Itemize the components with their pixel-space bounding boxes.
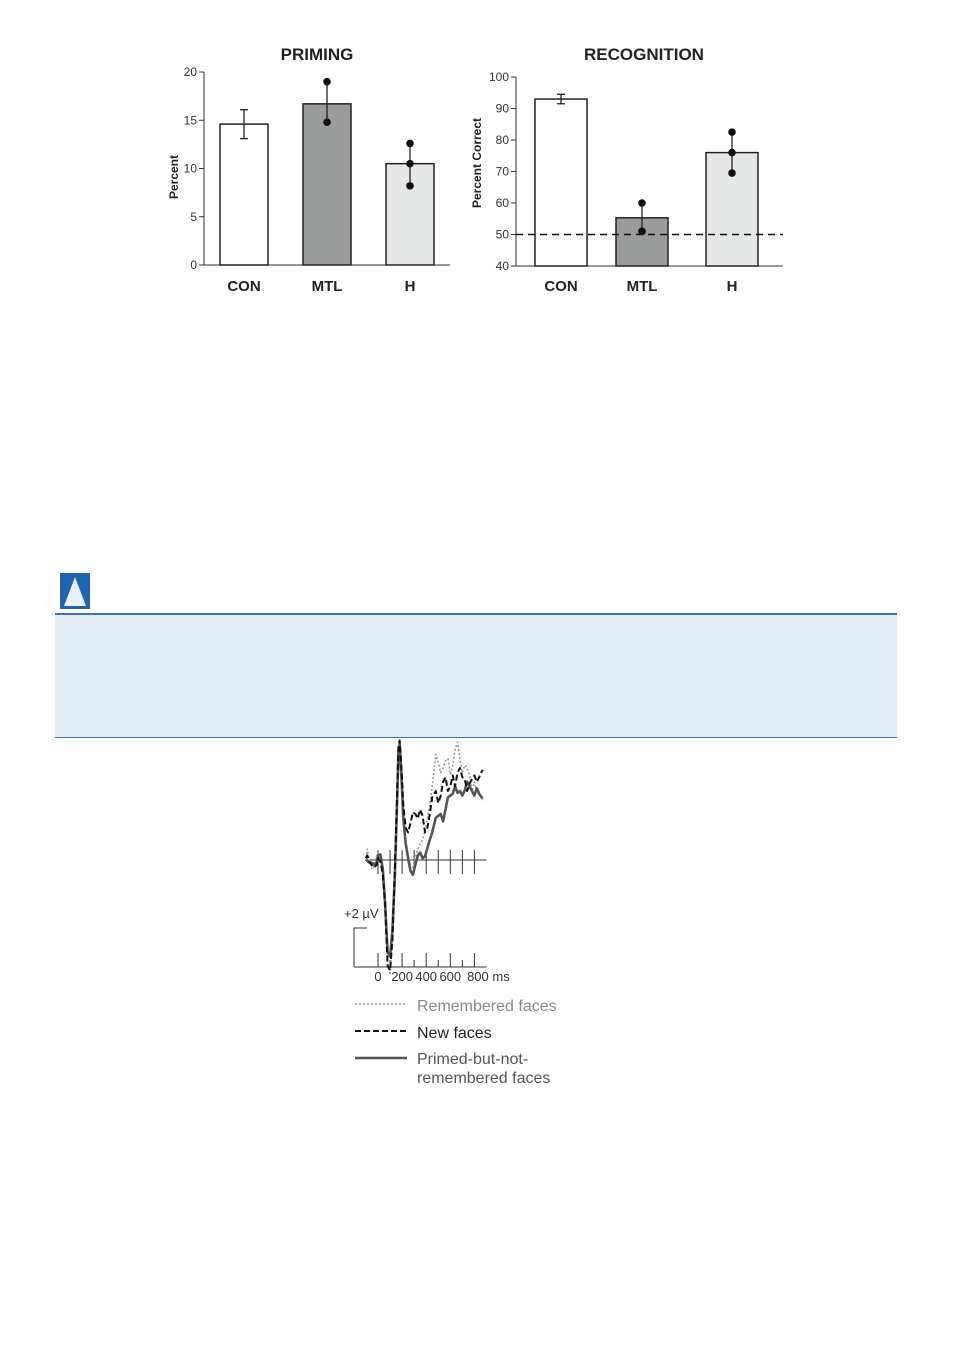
recognition-y-tick-label: 90: [495, 101, 509, 116]
erp-scale-bar: [354, 928, 367, 967]
priming-y-tick-label: 20: [183, 65, 197, 79]
legend-label-primed-line1: Primed-but-not-: [417, 1051, 529, 1068]
priming-category-label-con: CON: [227, 278, 261, 295]
priming-y-tick-label: 10: [183, 161, 197, 176]
recognition-chart: [470, 45, 783, 295]
priming-error-dot-high: [406, 140, 414, 148]
recognition-y-tick-label: 100: [488, 70, 509, 84]
priming-title: PRIMING: [280, 45, 354, 64]
legend-label-primed: [417, 1051, 550, 1087]
legend-label-remembered: Remembered faces: [417, 998, 557, 1015]
priming-y-tick-label: 5: [190, 209, 197, 224]
recognition-category-label-con: CON: [544, 278, 578, 295]
recognition-error-dot-low: [728, 169, 736, 177]
erp-series-dotted: [366, 742, 483, 975]
recognition-title: RECOGNITION: [584, 45, 704, 64]
erp-time-tick-label: 800 ms: [467, 969, 510, 984]
priming-error-dot-low: [406, 182, 414, 190]
erp-time-tick-label: 400: [415, 969, 438, 984]
priming-plot-area: [184, 65, 450, 295]
legend-label-new: New faces: [417, 1025, 492, 1042]
priming-bar-mtl: [303, 104, 351, 265]
recognition-data-dot-mid: [728, 149, 736, 157]
priming-data-dot-mid: [406, 160, 414, 168]
recognition-bar-con: [535, 99, 587, 266]
priming-bar-con: [220, 124, 268, 265]
legend-label-primed-line2: remembered faces: [417, 1070, 551, 1087]
erp-series-solid: [366, 744, 483, 957]
recognition-plot-area: [489, 70, 783, 295]
recognition-error-dot-high: [638, 199, 646, 207]
erp-legend: [355, 998, 557, 1087]
priming-y-tick-label: 0: [190, 258, 197, 272]
recognition-y-axis-label: Percent Correct: [470, 117, 484, 209]
priming-y-axis-label: Percent: [167, 154, 181, 200]
erp-time-tick-label: 0: [374, 969, 382, 984]
recognition-y-tick-label: 80: [495, 133, 509, 147]
priming-error-dot-low: [323, 118, 331, 126]
priming-chart: [167, 45, 450, 295]
recognition-y-tick-label: 40: [495, 259, 509, 273]
erp-scale-label: +2 µV: [344, 906, 379, 921]
erp-time-tick-label: 200: [391, 969, 413, 984]
recognition-y-tick-label: 70: [495, 164, 509, 179]
recognition-y-tick-label: 60: [495, 196, 509, 210]
priming-category-label-mtl: MTL: [311, 278, 343, 295]
erp-time-tick-label: 600: [439, 969, 462, 984]
priming-y-tick-label: 15: [183, 113, 197, 128]
recognition-y-tick-label: 50: [495, 227, 509, 242]
recognition-category-label-mtl: MTL: [626, 278, 658, 295]
priming-error-dot-high: [323, 78, 331, 86]
recognition-error-dot-high: [728, 128, 736, 136]
priming-category-label-h: H: [404, 278, 416, 295]
recognition-category-label-h: H: [726, 278, 738, 295]
erp-waveform-chart: [344, 740, 557, 1087]
erp-plot-area: [354, 740, 510, 984]
